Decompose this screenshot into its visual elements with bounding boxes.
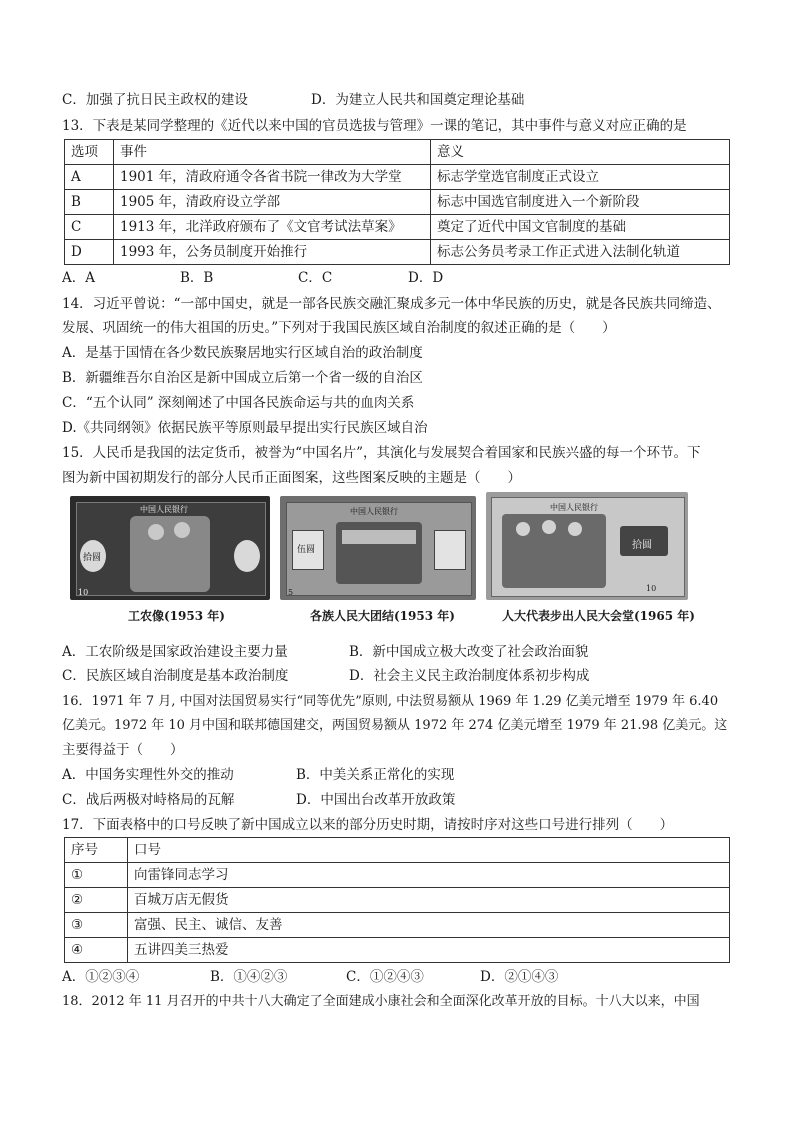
table-cell: 1913 年，北洋政府颁布了《文官考试法草案》 bbox=[114, 215, 431, 240]
q13-option-a: A．A bbox=[62, 270, 95, 286]
q14-option-c: C．“五个认同” 深刻阐述了中国各民族命运与共的血肉关系 bbox=[62, 395, 415, 411]
table-cell: ① bbox=[65, 863, 128, 888]
q15-option-d: D．社会主义民主政治制度体系初步构成 bbox=[349, 668, 590, 684]
q16-option-b: B．中美关系正常化的实现 bbox=[296, 767, 455, 783]
q17-option-d: D．②①④③ bbox=[480, 969, 559, 985]
q14-stem-line1: 14．习近平曾说：“一部中国史，就是一部各民族交融汇聚成多元一体中华民族的历史，就是各民族共同缔造、 bbox=[62, 296, 721, 312]
table-cell: 标志学堂选官制度正式设立 bbox=[431, 165, 730, 190]
q12-options-cd bbox=[62, 90, 524, 110]
banknote-caption: 工农像(1953 年) bbox=[128, 609, 225, 623]
table-cell: 1901 年，清政府通令各省书院一律改为大学堂 bbox=[114, 165, 431, 190]
table-row bbox=[65, 938, 730, 963]
q15-stem-line1: 15．人民币是我国的法定货币，被誉为“中国名片”，其演化与发展契合着国家和民族兴盛的每一个环节。下 bbox=[62, 445, 701, 461]
banknote-image bbox=[280, 496, 476, 600]
table-header-cell: 选项 bbox=[65, 140, 114, 165]
table-cell: C bbox=[65, 215, 114, 240]
banknote-serial: 10 bbox=[646, 584, 657, 593]
q17-option-a: A．①②③④ bbox=[62, 969, 140, 985]
q16-stem-line3: 主要得益于（ ） bbox=[62, 742, 184, 758]
q17-options bbox=[62, 967, 558, 987]
banknote-image bbox=[486, 492, 688, 600]
q13-options bbox=[62, 268, 443, 288]
banknote-bank-name: 中国人民银行 bbox=[350, 507, 398, 516]
banknote-denomination: 拾圆 bbox=[83, 553, 102, 563]
table-cell: 五讲四美三热爱 bbox=[128, 938, 730, 963]
banknote-serial: 5 bbox=[288, 588, 294, 597]
q16-option-d: D．中国出台改革开放政策 bbox=[296, 792, 456, 808]
table-row bbox=[65, 215, 730, 240]
q16-stem-line1: 16．1971 年 7 月, 中国对法国贸易实行“同等优先”原则, 中法贸易额从 1969 年 1.29 亿美元增至 1979 年 6.40 bbox=[62, 694, 719, 709]
table-cell: 奠定了近代中国文官制度的基础 bbox=[431, 215, 730, 240]
banknote-caption: 人大代表步出人民大会堂(1965 年) bbox=[502, 609, 695, 623]
table-row bbox=[65, 165, 730, 190]
q14-option-d: D.《共同纲领》依据民族平等原则最早提出实行民族区域自治 bbox=[62, 420, 428, 436]
q16-option-a: A．中国务实理性外交的推动 bbox=[62, 767, 234, 783]
table-cell: 百城万店无假货 bbox=[128, 888, 730, 913]
q14-option-b: B．新疆维吾尔自治区是新中国成立后第一个省一级的自治区 bbox=[62, 370, 423, 386]
q12-option-d: D．为建立人民共和国奠定理论基础 bbox=[311, 92, 525, 108]
q17-option-c: C．①②④③ bbox=[346, 969, 424, 985]
table-cell: 1993 年，公务员制度开始推行 bbox=[114, 240, 431, 265]
table-header-row bbox=[65, 140, 730, 165]
table-cell: D bbox=[65, 240, 114, 265]
table-cell: B bbox=[65, 190, 114, 215]
q16-options-ab bbox=[62, 765, 454, 785]
table-header-cell: 意义 bbox=[431, 140, 730, 165]
banknote-denomination: 伍圆 bbox=[297, 545, 316, 555]
q14-option-a: A．是基于国情在各少数民族聚居地实行区域自治的政治制度 bbox=[62, 345, 423, 361]
banknote-bank-name: 中国人民银行 bbox=[550, 503, 598, 512]
banknote-caption: 各族人民大团结(1953 年) bbox=[310, 609, 455, 623]
q17-stem: 17．下面表格中的口号反映了新中国成立以来的部分历史时期，请按时序对这些口号进行排列（ ） bbox=[62, 817, 674, 833]
table-cell: 富强、民主、诚信、友善 bbox=[128, 913, 730, 938]
q16-options-cd bbox=[62, 790, 455, 810]
table-row bbox=[65, 863, 730, 888]
q18-stem-line1: 18．2012 年 11 月召开的中共十八大确定了全面建成小康社会和全面深化改革开放的目标。十八大以来，中国 bbox=[62, 994, 700, 1009]
q15-option-a: A．工农阶级是国家政治建设主要力量 bbox=[62, 644, 288, 660]
banknote-figure bbox=[68, 492, 695, 630]
table-cell: 向雷锋同志学习 bbox=[128, 863, 730, 888]
q15-option-c: C．民族区域自治制度是基本政治制度 bbox=[62, 668, 289, 684]
table-cell: 1905 年，清政府设立学部 bbox=[114, 190, 431, 215]
table-row bbox=[65, 913, 730, 938]
q13-option-c: C．C bbox=[298, 270, 333, 286]
q15-stem-line2: 图为新中国初期发行的部分人民币正面图案，这些图案反映的主题是（ ） bbox=[62, 470, 521, 486]
q12-option-c: C．加强了抗日民主政权的建设 bbox=[62, 92, 248, 108]
q13-stem: 13．下表是某同学整理的《近代以来中国的官员选拔与管理》一课的笔记，其中事件与意义对应正确的是 bbox=[62, 118, 687, 134]
q15-option-b: B．新中国成立极大改变了社会政治面貌 bbox=[349, 644, 589, 660]
table-row bbox=[65, 888, 730, 913]
table-header-cell: 口号 bbox=[128, 838, 730, 863]
table-cell: ③ bbox=[65, 913, 128, 938]
table-cell: 标志公务员考录工作正式进入法制化轨道 bbox=[431, 240, 730, 265]
q17-table bbox=[64, 837, 730, 963]
table-header-row bbox=[65, 838, 730, 863]
banknote-bank-name: 中国人民银行 bbox=[140, 505, 188, 514]
q13-option-b: B．B bbox=[180, 270, 214, 286]
q17-option-b: B．①④②③ bbox=[210, 969, 288, 985]
q15-options-cd bbox=[62, 666, 589, 686]
table-row bbox=[65, 190, 730, 215]
banknote-serial: 10 bbox=[78, 588, 89, 597]
table-cell: A bbox=[65, 165, 114, 190]
banknote-denomination: 拾圆 bbox=[632, 540, 652, 551]
q16-option-c: C．战后两极对峙格局的瓦解 bbox=[62, 792, 235, 808]
table-cell: ④ bbox=[65, 938, 128, 963]
table-cell: 标志中国选官制度进入一个新阶段 bbox=[431, 190, 730, 215]
table-header-cell: 序号 bbox=[65, 838, 128, 863]
table-header-cell: 事件 bbox=[114, 140, 431, 165]
q16-stem-line2: 亿美元。1972 年 10 月中国和联邦德国建交，两国贸易额从 1972 年 274 亿美元增至 1979 年 21.98 亿美元。这 bbox=[62, 718, 728, 733]
q15-options-ab bbox=[62, 642, 588, 662]
table-row bbox=[65, 240, 730, 265]
banknote-image bbox=[70, 496, 270, 600]
q13-table bbox=[64, 139, 730, 265]
q14-stem-line2: 发展、巩固统一的伟大祖国的历史。”下列对于我国民族区域自治制度的叙述正确的是（ ） bbox=[62, 320, 616, 336]
table-cell: ② bbox=[65, 888, 128, 913]
q13-option-d: D．D bbox=[408, 270, 444, 286]
